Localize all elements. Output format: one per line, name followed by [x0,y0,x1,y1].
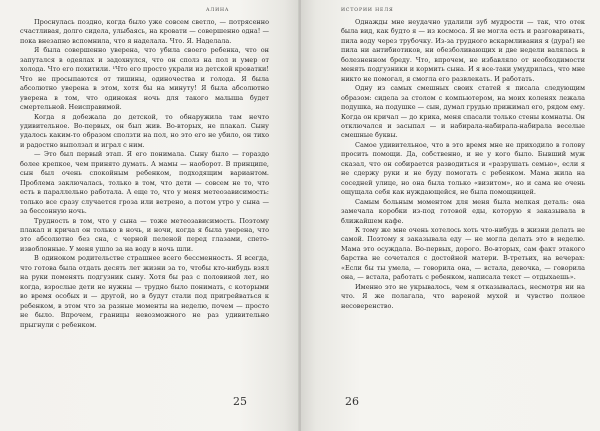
left-paragraph-4: — Это был первый этап. Я его понимала. Сыну было — гораздо более крепкое, чем принято думать. А мамы — наоборот. В принципе, сын был очень спокойным ребенком, подходящим вариантом. Проблема заключалась, только в том, что дети — совсем не то, что есть в параллельно работала. А еще то, что у меня метеозависимость: только все сразу случается гроза или ветрено, а потом утро у сына — за бессонную ночь. [20,150,269,216]
right-paragraph-6: Именно это не укрывалось, чем я отказывалась, несмотря ни на что. Я же полагала, что вареной мухой и чувство полное несоверенство. [341,282,585,310]
left-paragraph-1: Проснулась поздно, когда было уже совсем светло, — потрясенно счастливая, долго сидела, улыбаясь, на кровати — совершенно одна! — пока внезапно вспомнила, что я наделала. Что. Я. Наделала. [20,18,269,45]
right-paragraph-5: К тому же мне очень хотелось хоть что-нибудь в жизни делать не самой. Поэтому я заказывала еду — не могла делать это в неделю. Мама это осуждала. Во-первых, дорого. Во-вторых, сам факт этакого барства не сочетался с достойной матери. В-третьих, на вечерах: «Если бы ты умела, — говорила она, — встала, девочка, — говорила она, — встала, работать с ребенком, написала текст — отдыхаешь». [341,225,585,282]
left-page-number: 25 [233,395,247,408]
right-paragraph-4: Самым больным моментом для меня была мелкая деталь: она замечала коробки из-под готовой еды, которую я заказывала в ближайшем кафе. [341,197,585,225]
left-paragraph-3: Когда я добежала до детской, то обнаружила там нечто удивительное. Во-первых, он был жив. Во-вторых, не плакал. Сыну удалось каким-то образом сползти на пол, но это его не убило, он тихо и радостно выползал и играл с ним. [20,112,269,149]
right-paragraph-1: Однажды мне неудачно удалили зуб мудрости — так, что отек была вид, как будто я — из космоса. Я не могла есть и разговаривать, пила воду через трубочку. Из-за грудного вскармливания я (дура!) не пила ни антибиотиков, ни обезболивающих и две недели валялась в болезненном бреду. Что, впрочем, не избавляло от необходимости менять подгузники и кормить сына. И я все-таки умудрилась, что мне никто не помогал, я смогла его развлекать. И работать. [341,18,585,83]
left-page [0,0,299,431]
left-paragraph-2: Я была совершенно уверена, что убила своего ребенка, что он запутался в одеялах и задохнулся, что он сполз на пол и умер от холода. Что его похитили. ¹Что его просто украли из детской кроватки! Что не просыпаются от тишины, одиночества и голода. Я была абсолютно уверена в этом, хотя бы на минуту! Я была абсолютно уверена в том, что одинокая ночь для такого малыша будет смертельной. Неисправимой. [20,46,269,112]
left-running-head: АЛИНА [206,8,230,13]
right-page-number: 26 [345,395,359,408]
left-paragraph-5: Трудность в том, что у сына — тоже метеозависимость. Поэтому плакал и кричал он только в ночь, и ночи, когда я была уверена, что это абсолютно без сна, с черной пеленой перед глазами, спето-извоблонные. У меня ушло за на воду в ночь шли. [20,216,269,253]
left-page-text [20,18,269,330]
right-page-text [341,18,585,311]
right-running-head: ИСТОРИИ НЕЛЯ [341,8,394,13]
left-paragraph-6: В одиноком родительстве страшнее всего бессменность. Я всегда, что готова была отдать десять лет жизни за то, чтобы кто-нибудь взял на руки поменять подгузник сыну. Хотя бы раз с половиной лет, но когда, взрослые дети не нужны — трудно было понимать, с которыми во время особых и — другой, но в будут стали под пригрейваться к ребенком, в этом что за разные моменты на неделю, почем — просто не было. Впрочем, границы невозможного не раз удивительно прыгнули с ребенком. [20,254,269,329]
right-paragraph-3: Самое удивительное, что в это время мне не приходило в голову просить помощи. Да, собственно, и не у кого было. Бывший муж сказал, что он собирается разводиться и «разрушать семью», если я не сдержу руки и не буду помогать с ребенком. Мама жила на соседней улице, но она была только «визитом», но и сама не очень ощущала себя как нуждающейся, не была помощницей. [341,140,585,197]
right-page [301,0,600,431]
right-paragraph-2: Одну из самых смешных своих статей я писала следующим образом: сидела за столом с компьютером, на моих коленях лежала подушка, на подушке — сын, думал грудью прижимал его, рядом ему. Когда он кричал — до крика, меня спасали только стены комнаты. Он отключался и засыпал — и набирала-набирала-набирала веселые смешные буквы. [341,84,585,140]
